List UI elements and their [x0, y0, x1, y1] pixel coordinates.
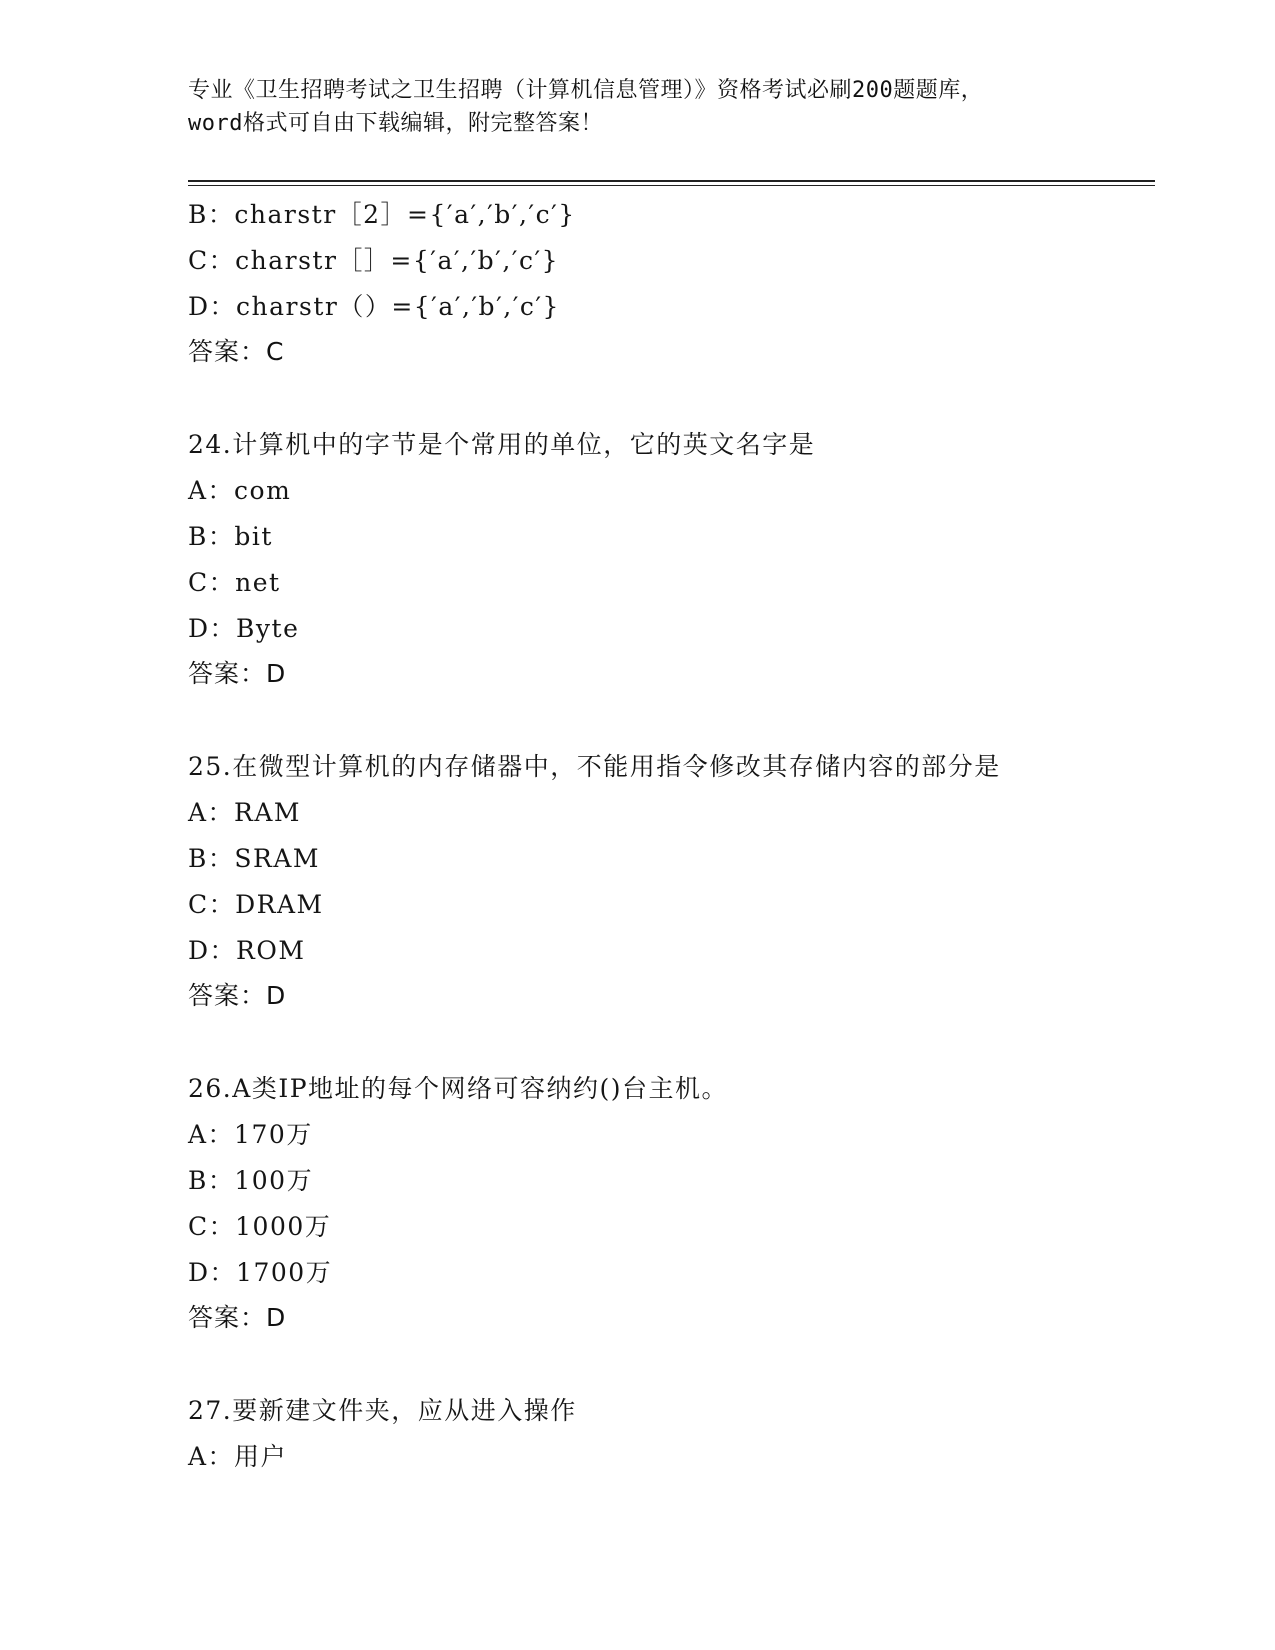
option-d: D：charstr（）={′a′,′b′,′c′} [188, 292, 560, 321]
question-26 [188, 1066, 1148, 1340]
option-d: D：Byte [188, 614, 300, 643]
option-a: A：170万 [188, 1120, 313, 1149]
question-text: 25.在微型计算机的内存储器中，不能用指令修改其存储内容的部分是 [188, 752, 1001, 781]
question-27 [188, 1388, 1148, 1480]
question-text: 26.A类IP地址的每个网络可容纳约()台主机。 [188, 1074, 729, 1103]
option-b: B：bit [188, 522, 273, 551]
option-b: B：SRAM [188, 844, 320, 873]
spacer [188, 374, 1148, 422]
spacer [188, 1340, 1148, 1388]
option-c: C：net [188, 568, 281, 597]
answer-line: 答案：D [188, 1303, 287, 1332]
option-c: C：1000万 [188, 1212, 332, 1241]
document-header [188, 74, 1088, 140]
answer-line: 答案：C [188, 337, 285, 366]
spacer [188, 1018, 1148, 1066]
question-24 [188, 422, 1148, 696]
header-title-line-2: word格式可自由下载编辑，附完整答案！ [188, 111, 603, 136]
question-25 [188, 744, 1148, 1018]
answer-line: 答案：D [188, 659, 287, 688]
question-list [188, 192, 1148, 1480]
answer-line: 答案：D [188, 981, 287, 1010]
option-a: A：com [188, 476, 292, 505]
option-d: D：1700万 [188, 1258, 333, 1287]
spacer [188, 696, 1148, 744]
option-a: A：用户 [188, 1442, 288, 1471]
header-divider-thick [188, 180, 1155, 182]
header-title-line-1: 专业《卫生招聘考试之卫生招聘（计算机信息管理）》资格考试必刷200题题库， [188, 78, 984, 103]
option-a: A：RAM [188, 798, 302, 827]
header-divider-thin [188, 185, 1155, 186]
option-b: B：100万 [188, 1166, 314, 1195]
option-c: C：DRAM [188, 890, 324, 919]
option-d: D：ROM [188, 936, 306, 965]
option-c: C：charstr［］={′a′,′b′,′c′} [188, 246, 560, 275]
option-b: B：charstr［2］={′a′,′b′,′c′} [188, 200, 576, 229]
question-text: 24.计算机中的字节是个常用的单位，它的英文名字是 [188, 430, 816, 459]
question-text: 27.要新建文件夹，应从进入操作 [188, 1396, 577, 1425]
question-23-continued [188, 192, 1148, 374]
